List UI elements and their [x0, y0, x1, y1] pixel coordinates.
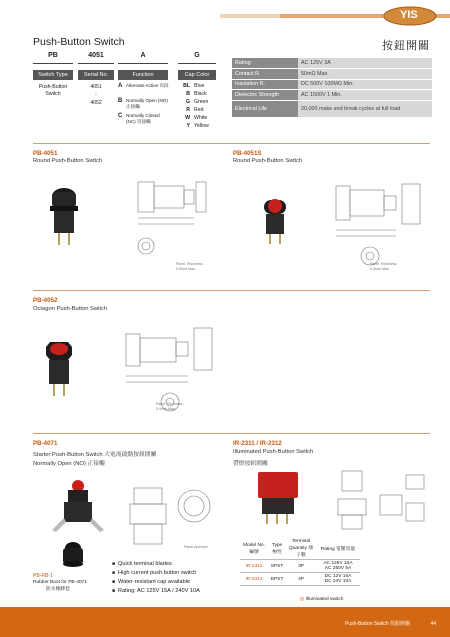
feature-item: ■ Rating: AC 125V 15A / 240V 10A [112, 587, 200, 596]
brand-logo [382, 5, 438, 27]
pb4051s-drawing [330, 176, 430, 271]
code-underline [178, 63, 216, 64]
ir-header-cell: Rating 電壓容量 [316, 538, 360, 560]
function-text: Normally Open (NO) 正接觸 [126, 98, 168, 109]
panel-thickness-note: Panel Thickness : 0.5mm Max. [370, 262, 399, 271]
section-name: Starter Push-Button Switch 大電流啟動按鈕開關 [33, 452, 157, 458]
serial-value: 4051 [90, 84, 102, 90]
switch-type-value: Push-Button Switch [38, 84, 68, 97]
feature-item: ■ High current push button switch [112, 569, 200, 578]
spec-row [232, 90, 432, 101]
pb4051s-product-photo [262, 196, 288, 248]
ir-type: SPST [268, 560, 286, 573]
color-code: G [185, 99, 190, 105]
color-name: White [194, 115, 208, 121]
serial-value: - [95, 92, 97, 98]
section-name: Illuminated Push-Button Switch [233, 449, 314, 455]
panel-thickness-note: Panel Thickness : 0.5mm Max. [176, 262, 205, 271]
code-underline [78, 63, 114, 64]
spec-row [232, 58, 432, 69]
color-name: Green [194, 99, 209, 105]
ir-header-cell: Type 極性 [268, 538, 286, 560]
function-text: Normally Closed (NC) 反接觸 [126, 113, 160, 124]
function-code: A [118, 83, 123, 89]
spec-key: Rating [232, 58, 298, 69]
color-code: BL [183, 83, 190, 89]
color-code: R [186, 107, 190, 113]
color-code: Y [186, 123, 190, 129]
spec-value: 20,000 make and break cycles at full load [298, 100, 432, 117]
footer-text: Push-Button Switch 按鈕開關 [344, 621, 410, 627]
section-code: PB-4051S [233, 150, 262, 157]
ir-rating-line: DC 24V 10A [324, 579, 352, 584]
pb4051-drawing [130, 172, 220, 262]
ir-model: IR-2312 [240, 573, 268, 586]
spec-value: AC 1500V 1 Min. [298, 90, 432, 101]
section-divider [33, 433, 430, 434]
boot-name-cn: 防水橡膠套 [46, 587, 70, 592]
code-field-serial: 4051 [88, 52, 104, 59]
section-name-2: 帶燈按鈕開關 [233, 461, 268, 467]
section-divider [33, 143, 430, 144]
spec-row [232, 100, 432, 117]
ir-term: 4P [286, 573, 316, 586]
spec-table [232, 58, 432, 118]
brand-logo-text: YIS [400, 9, 418, 21]
spec-value: AC 125V 3A [298, 58, 432, 69]
section-code: IR-2311 / IR-2312 [233, 440, 282, 447]
category-serial-no: Serial No. [78, 70, 114, 80]
code-underline [118, 63, 168, 64]
ir-rating [316, 573, 360, 586]
feature-item: ■ Quick terminal blades [112, 560, 200, 569]
section-code: PB-4051 [33, 150, 58, 157]
ir-table-header [240, 538, 360, 560]
pb4052-drawing [120, 322, 220, 414]
section-name: Octagon Push-Button Switch [33, 306, 108, 312]
section-divider [33, 290, 430, 291]
section-code: PB-4071 [33, 440, 58, 447]
color-name: Blue [194, 83, 205, 89]
code-field-type: PB [48, 52, 58, 59]
function-text: Alternate Action 有段 [126, 83, 169, 88]
spec-key: Contact R. [232, 69, 298, 80]
color-name: Black [194, 91, 207, 97]
function-code: B [118, 98, 123, 104]
panel-aperture-note: Panel Aperture [184, 545, 208, 549]
ir-spec-table [240, 538, 360, 586]
color-name: Red [194, 107, 204, 113]
code-field-color: G [194, 52, 200, 59]
ir-table-row [240, 573, 360, 586]
ir-drawing [330, 465, 430, 537]
spec-row [232, 79, 432, 90]
ir-header-cell: Model No. 編號 [240, 538, 268, 560]
code-field-function: A [140, 52, 146, 59]
serial-value: 4052 [90, 100, 102, 106]
boot-name: Rubber Boot for PB-4071 [33, 580, 87, 585]
page-title: Push-Button Switch [33, 36, 125, 48]
ir-rating-line: DC 12V 16A [324, 574, 352, 579]
category-cap-color: Cap Color [178, 70, 216, 80]
illuminated-icon: ◎ [300, 597, 306, 602]
function-code: C [118, 113, 123, 119]
category-switch-type: Switch Type [33, 70, 73, 80]
ir-term: 3P [286, 560, 316, 573]
page-title-cn: 按鈕開關 [382, 40, 430, 52]
ir-model: IR-2311 [240, 560, 268, 573]
color-code: W [185, 115, 190, 121]
section-name: Round Push-Button Switch [233, 158, 303, 164]
pb4071-drawing [124, 480, 224, 550]
color-code: B [186, 91, 190, 97]
feature-list [112, 560, 200, 596]
code-underline [33, 63, 73, 64]
feature-item: ■ Water-resistant cap available [112, 578, 200, 587]
ir-rating-line: AC 125V 10A [323, 561, 353, 566]
ir-rating [316, 560, 360, 573]
section-name: Round Push-Button Switch [33, 158, 103, 164]
spec-key: Dielectric Strength [232, 90, 298, 101]
spec-row [232, 69, 432, 80]
panel-thickness-note: Panel Thickness : 0.5mm Max. [156, 402, 185, 411]
ir-rating-line: AC 250V 5A [324, 566, 352, 571]
color-name: Yellow [194, 123, 209, 129]
category-function: Function [118, 70, 168, 80]
pb4071-product-photo [50, 478, 106, 536]
ir-legend [300, 596, 343, 603]
spec-key: Electrical Life [232, 100, 298, 117]
section-name-2: Normally Open (NO) 正接觸 [33, 461, 105, 467]
ir-table-row [240, 560, 360, 573]
spec-value: DC 500V 100MΩ Min. [298, 79, 432, 90]
pb4052-product-photo [44, 338, 74, 400]
spec-value: 50mΩ Max. [298, 69, 432, 80]
ir-legend-text: Illuminated switch [305, 597, 344, 602]
spec-key: Insulation R. [232, 79, 298, 90]
section-code: PB-4052 [33, 297, 58, 304]
boot-code: PB-RB-1 [33, 573, 53, 579]
ir-header-cell: Terminal Quantity 端子數 [286, 538, 316, 560]
rubber-boot-photo [60, 540, 86, 568]
pb4051-product-photo [42, 180, 86, 250]
ir-product-photo [256, 470, 300, 526]
footer-page-number: 44 [430, 621, 436, 627]
ir-type: DPST [268, 573, 286, 586]
